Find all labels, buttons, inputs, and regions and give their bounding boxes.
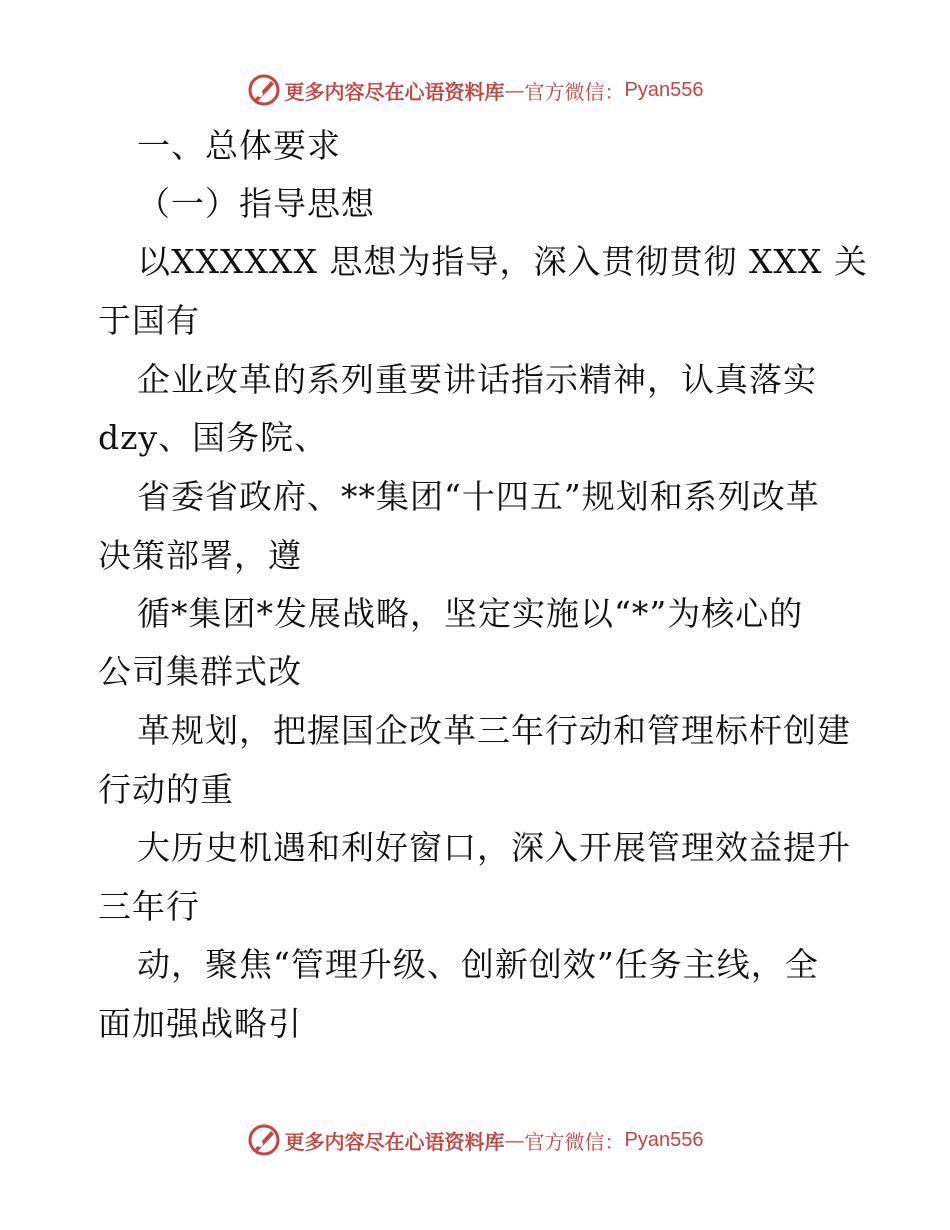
banner-separator: — <box>504 1128 525 1152</box>
banner-title: 更多内容尽在心语资料库 <box>284 1129 505 1154</box>
paragraph-line: 行动的重 <box>98 770 234 809</box>
paragraph-line: 以XXXXXX 思想为指导，深入贯彻贯彻 XXX 关 <box>137 242 868 281</box>
section-heading: 一、总体要求 <box>137 126 341 165</box>
subsection-heading: （一）指导思想 <box>137 184 375 223</box>
paragraph-line: 循*集团*发展战略，坚定实施以“*”为核心的 <box>137 594 804 633</box>
paragraph-line: 面加强战略引 <box>98 1004 302 1043</box>
paragraph-line: 大历史机遇和利好窗口，深入开展管理效益提升 <box>137 828 851 867</box>
quill-logo-icon <box>247 73 281 107</box>
paragraph-line: 决策部署，遵 <box>98 536 302 575</box>
banner-wechat-id: Pyan556 <box>624 78 704 101</box>
quill-logo-icon <box>247 1123 281 1157</box>
header-banner <box>0 70 950 110</box>
banner-wechat-label: 官方微信： <box>524 79 625 104</box>
paragraph-line: 省委省政府、**集团“十四五”规划和系列改革 <box>137 477 820 516</box>
paragraph-line: 三年行 <box>98 887 200 926</box>
paragraph-line: 革规划，把握国企改革三年行动和管理标杆创建 <box>137 711 851 750</box>
paragraph-line: 动，聚焦“管理升级、创新创效”任务主线，全 <box>137 945 819 984</box>
banner-title: 更多内容尽在心语资料库 <box>284 79 505 104</box>
banner-separator: — <box>504 78 525 102</box>
banner-wechat-id: Pyan556 <box>624 1128 704 1151</box>
paragraph-line: 企业改革的系列重要讲话指示精神，认真落实 <box>137 360 817 399</box>
paragraph-line: 公司集群式改 <box>98 652 302 691</box>
banner-wechat-label: 官方微信： <box>524 1129 625 1154</box>
paragraph-line: 于国有 <box>98 301 200 340</box>
footer-banner <box>0 1120 950 1160</box>
paragraph-line: dzy、国务院、 <box>98 418 329 457</box>
